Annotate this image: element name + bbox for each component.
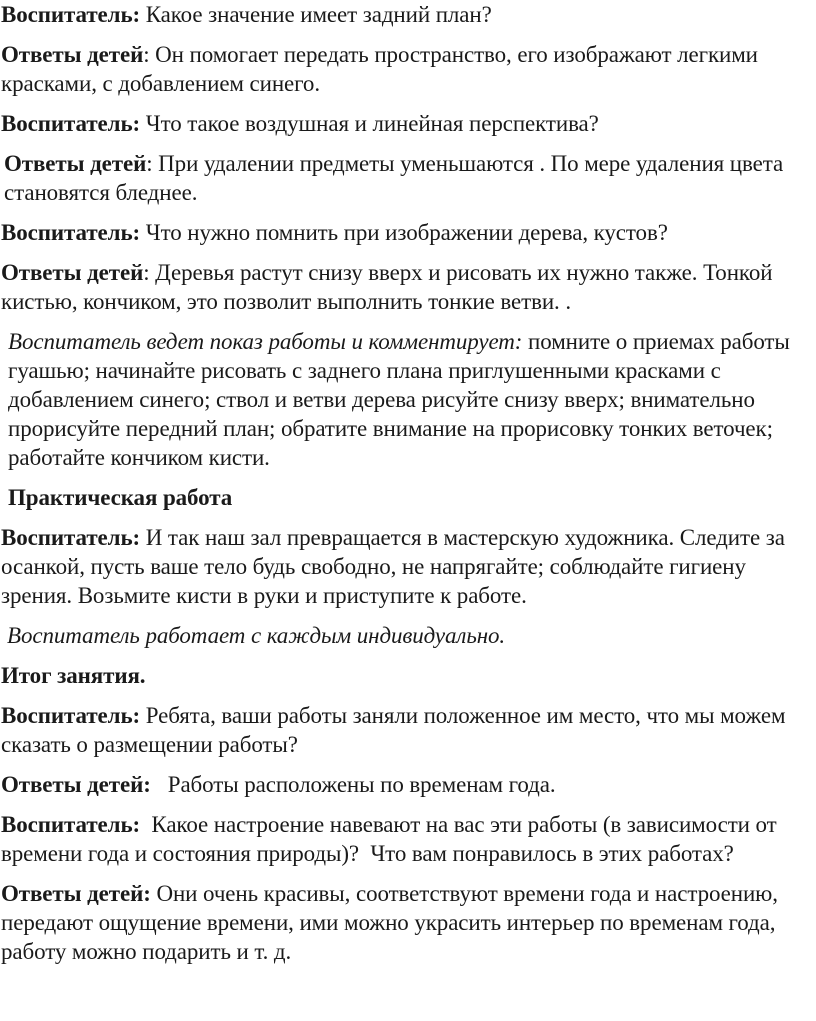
- paragraph-children-answer-perspective: [1, 149, 816, 207]
- paragraph-text: : При удалении предметы уменьшаются . По мере удаления цвета становятся бледнее.: [4, 151, 784, 205]
- paragraph-text: Какое настроение навевают на вас эти работы (в зависимости от времени года и состояния природы)? Что вам понравилось в этих работах?: [1, 812, 783, 866]
- paragraph-teacher-workshop: [1, 523, 816, 610]
- paragraph-text: помните о приемах работы гуашью; начинайте рисовать с заднего плана приглушенными красками с добавлением синего; ствол и ветви дерева рисуйте снизу вверх; внимательно прорисуйте передний план; обратите внимание на прорисовку тонких веточек; работайте кончиком кисти.: [8, 329, 790, 470]
- speaker-label: Воспитатель:: [1, 525, 141, 550]
- paragraph-children-answer-trees: [1, 258, 816, 316]
- paragraph-text: Они очень красивы, соответствуют времени года и настроению, передают ощущение времени, ими можно украсить интерьер по временам года, работу можно подарить и т. д.: [1, 881, 778, 964]
- paragraph-teacher-question-perspective: [1, 109, 816, 138]
- paragraph-text: И так наш зал превращается в мастерскую художника. Следите за осанкой, пусть ваше тело будь свободно, не напрягайте; соблюдайте гигиену зрения. Возьмите кисти в руки и приступите к работе.: [1, 525, 785, 608]
- paragraph-text: : Он помогает передать пространство, его изображают легкими красками, с добавлением синего.: [1, 42, 758, 96]
- paragraph-text: Какое значение имеет задний план?: [140, 2, 492, 27]
- paragraph-teacher-question-placement: [1, 701, 816, 759]
- section-heading: Итог занятия.: [1, 663, 146, 688]
- paragraph-teacher-individual: [1, 621, 816, 650]
- paragraph-text: Что такое воздушная и линейная перспектива?: [140, 111, 599, 136]
- paragraph-text: : Деревья растут снизу вверх и рисовать их нужно также. Тонкой кистью, кончиком, это позволит выполнить тонкие ветви. .: [1, 260, 773, 314]
- speaker-label: Ответы детей:: [1, 881, 151, 906]
- speaker-label: Воспитатель:: [1, 812, 141, 837]
- speaker-label: Ответы детей: [1, 42, 144, 67]
- speaker-label: Воспитатель:: [1, 2, 141, 27]
- paragraph-text: Работы расположены по временам года.: [150, 772, 556, 797]
- italic-stage-direction: Воспитатель работает с каждым индивидуально.: [7, 623, 506, 648]
- section-heading-lesson-summary: [1, 661, 816, 690]
- speaker-label: Воспитатель:: [1, 703, 141, 728]
- speaker-label: Воспитатель:: [1, 220, 141, 245]
- speaker-label: Ответы детей: [1, 260, 144, 285]
- paragraph-teacher-question-background: [1, 0, 816, 29]
- speaker-label: Ответы детей: [4, 151, 147, 176]
- paragraph-teacher-question-mood: [1, 810, 816, 868]
- paragraph-teacher-question-trees: [1, 218, 816, 247]
- section-heading-practical-work: [1, 483, 816, 512]
- paragraph-teacher-demonstration: [1, 327, 816, 472]
- paragraph-children-answer-background: [1, 40, 816, 98]
- speaker-label: Ответы детей:: [1, 772, 151, 797]
- italic-stage-direction: Воспитатель ведет показ работы и комментирует:: [8, 329, 523, 354]
- section-heading: Практическая работа: [8, 485, 233, 510]
- paragraph-text: Что нужно помнить при изображении дерева, кустов?: [140, 220, 668, 245]
- speaker-label: Воспитатель:: [1, 111, 141, 136]
- paragraph-children-answer-seasons: [1, 770, 816, 799]
- paragraph-children-answer-mood: [1, 879, 816, 966]
- paragraph-text: Ребята, ваши работы заняли положенное им место, что мы можем сказать о размещении работы?: [1, 703, 786, 757]
